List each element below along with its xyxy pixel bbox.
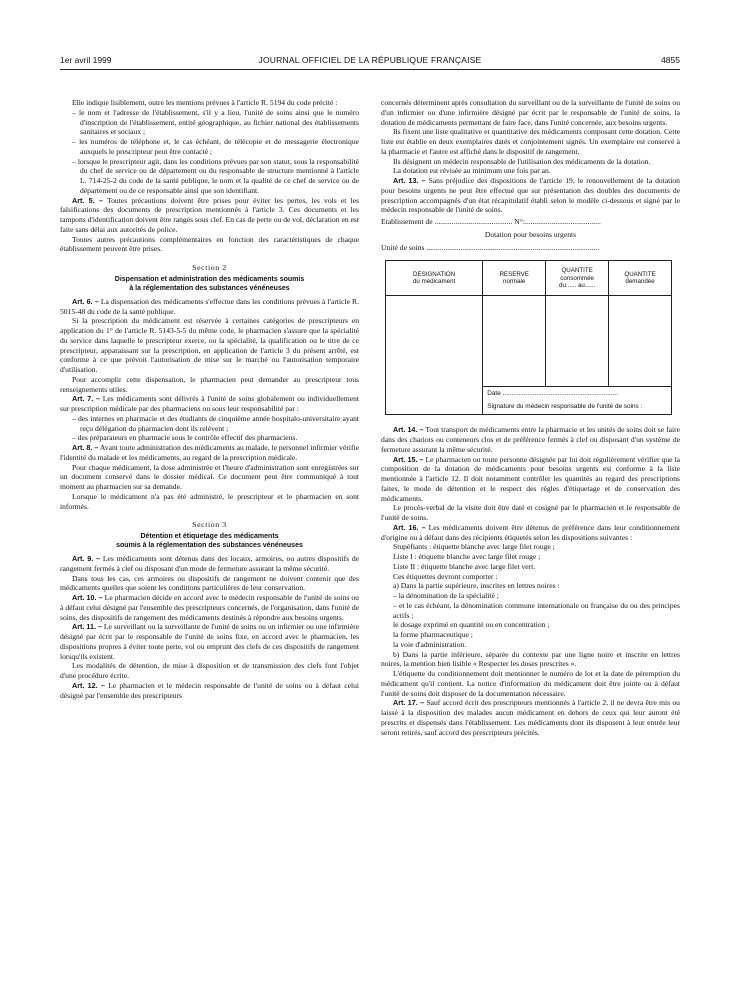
list-item: Stupéfiants : étiquette blanche avec large filet rouge ; xyxy=(393,542,555,552)
article-label: Art. 7. – xyxy=(72,394,100,404)
article-11 xyxy=(60,622,359,661)
paragraph: b) Dans la partie inférieure, séparée du contexte par une ligne noire et inscrite en lettres noires, la mention bien lisible « Respecter les doses prescrites ». xyxy=(381,649,680,669)
section-title-line: soumis à la réglementation des substances vénéneuses xyxy=(116,542,303,549)
list-item: la forme pharmaceutique ; xyxy=(393,630,473,639)
page-header xyxy=(60,55,680,67)
paragraph: La dotation est révisée au minimum une fois par an. xyxy=(393,166,551,176)
paragraph: Si la prescription du médicament est réservée à certaines catégories de prescripteurs en application du 1° de l'article R. 5143-5-5 du même code, le pharmacien s'assure que la spécialité du service dans laquelle le prescripteur exerce, ou la spécialité, la qualification ou le titre de ce prescripteur, apparaissant sur la prescription, en application de l'article 3 du présent arrêté, est conforme à ce que prévoit l'autorisation de mise sur le marché ou l'autorisation temporaire d'utilisation. xyxy=(60,316,359,374)
article-text: Les médicaments sont détenus dans des locaux, armoires, ou autres dispositifs de rangement fermés à clef ou disposant d'un mode de fermeture assurant la même sécurité. xyxy=(60,554,359,573)
left-column xyxy=(60,98,359,700)
paragraph: Le procès-verbal de la visite doit être daté et cosigné par le pharmacien et le responsable de l'unité de soins. xyxy=(381,503,680,522)
list-item: – la dénomination de la spécialité ; xyxy=(393,591,499,600)
article-text: Avant toute administration des médicaments au malade, le personnel infirmier vérifie l'identité du malade et les médicaments, au regard de la prescription médicale. xyxy=(60,443,359,462)
article-label: Art. 14. – xyxy=(393,425,424,435)
table-signature-line: Signature du médecin responsable de l'unité de soins : xyxy=(487,402,643,410)
list-item: – des internes en pharmacie et des étudiants de cinquième année hospitalo-universitaire ayant reçu délégation du pharmacien dont ils relèvent ; xyxy=(72,413,359,433)
list-item: – et le cas échéant, la dénomination commune internationale ou française du ou des principes actifs ; xyxy=(393,600,680,620)
dotation-form-table xyxy=(385,260,672,415)
article-label: Art. 12. – xyxy=(72,680,105,690)
list-item: – lorsque le prescripteur agit, dans les conditions prévues par son statut, sous la responsabilité du chef de service ou de département ou du responsable de structure mentionné à l'article L. 714-25-2 du code de la santé publique, le nom et la qualité de ce chef de service ou de département ou de ce responsable ainsi que son identifiant. xyxy=(72,156,359,195)
list-item: – des préparateurs en pharmacie sous le contrôle effectif des pharmaciens. xyxy=(72,433,298,443)
table-header-reserve: RESERVE normale xyxy=(483,261,546,296)
form-establishment-line: Etablissement de ......................................... N°:........................................ xyxy=(381,217,601,226)
right-column xyxy=(381,98,680,737)
paragraph: a) Dans la partie supérieure, inscrites en lettres noires : xyxy=(393,581,560,591)
list-item: – les numéros de téléphone et, le cas échéant, de télécopie et de messagerie électronique auxquels le prescripteur peut être contacté ; xyxy=(72,137,359,156)
section-title-line: à la réglementation des substances vénéneuses xyxy=(129,284,290,292)
article-13 xyxy=(381,176,680,215)
article-10 xyxy=(60,593,359,622)
table-cell xyxy=(386,296,483,387)
article-9 xyxy=(60,554,359,574)
article-8 xyxy=(60,443,359,463)
table-cell xyxy=(483,296,546,387)
article-label: Art. 10. – xyxy=(72,593,103,602)
article-17 xyxy=(381,698,680,737)
label-color-list xyxy=(381,542,680,571)
header-rule xyxy=(60,69,680,70)
article-text: Le pharmacien décide en accord avec le médecin responsable de l'unité de soins ou à défaut celui désigné par l'ensemble des prescripteurs concernés, de l'organisation, dans l'unité de soins, des dispositifs de rangement des médicaments destinés à répondre aux besoins urgents. xyxy=(60,593,359,622)
article-text: Le pharmacien et le médecin responsable de l'unité de soins ou à défaut celui désigné par l'ensemble des prescripteurs xyxy=(60,680,359,700)
article-text: Le pharmacien ou toute personne désignée par lui doit régulièrement vérifier que la composition de la dotation de médicaments pour besoins urgents est conforme à la liste mentionnée à l'article 12. Il doit notamment contrôler les quantités au regard des prescriptions faites, le mode de détention et le respect des règles d'étiquetage et de conservation des médicaments. xyxy=(381,454,681,503)
paragraph: Les modalités de détention, de mise à disposition et de transmission des clefs font l'objet d'une procédure écrite. xyxy=(60,661,359,680)
article-15 xyxy=(381,455,680,504)
article-label: Art. 6. – xyxy=(72,296,99,306)
list-item: Liste II : étiquette blanche avec large filet vert. xyxy=(393,561,536,571)
paragraph: L'étiquette du conditionnement doit mentionner le numéro de lot et la date de péremption du médicament qu'il contient. La notice d'information du médicament doit être jointe ou à défaut l'unité de soins doit disposer de la documentation nécessaire. xyxy=(381,669,680,698)
list-item: le dosage exprimé en quantité ou en concentration ; xyxy=(393,620,550,630)
paragraph: Pour chaque médicament, la dose administrée et l'heure d'administration sont enregistrées sur un document conservé dans le dossier médical. Ce document peut être communiqué à tout moment au pharmacien sur sa demande. xyxy=(60,462,359,491)
article-label: Art. 15. – xyxy=(393,454,424,464)
table-cell xyxy=(386,387,483,415)
paragraph: Ils fixent une liste qualitative et quantitative des médicaments composant cette dotation. Cette liste est établie en deux exemplaires datés et conjointement signés. Un exemplaire est conservé à la pharmacie et l'autre est affiché dans le dispositif de rangement. xyxy=(381,127,680,156)
table-header-consumed: QUANTITE consommée du...... au...... xyxy=(546,261,609,296)
article-label: Art. 9. – xyxy=(72,554,101,563)
paragraph: concernés déterminent après consultation du surveillant ou de la surveillante de l'unité de soins ou d'un infirmier ou d'une infirmière désigné par écrit par le responsable de l'unité de soins, la dotation de médicaments permettant de faire face, dans l'unité concernée, aux besoins urgents. xyxy=(381,98,680,127)
section-3-label: Section 3 xyxy=(192,520,227,530)
article-7-list xyxy=(60,414,359,443)
article-label: Art. 8. – xyxy=(72,443,99,452)
intro-list xyxy=(60,108,359,196)
label-content-list xyxy=(381,591,680,650)
table-cell xyxy=(546,296,609,387)
article-text: Toutes précautions doivent être prises pour éviter les pertes, les vols et les falsifications des documents de prescription mentionnés à l'article 3. Ces documents et les tampons d'identification doivent être rangés sous clef. En cas de perte ou de vol, déclaration en est faite sans délai aux autorités de police. xyxy=(60,195,359,234)
intro-paragraph: Elle indique lisiblement, outre les mentions prévues à l'article R. 5194 du code précité : xyxy=(72,98,338,107)
table-header-requested: QUANTITE demandée xyxy=(609,261,672,296)
table-cell xyxy=(609,296,672,387)
list-item: Liste I : étiquette blanche avec large filet rouge ; xyxy=(393,552,541,561)
header-date: 1er avril 1999 xyxy=(60,55,112,65)
form-unit-line: Unité de soins ........................................................................................... xyxy=(381,242,600,252)
article-12 xyxy=(60,681,359,701)
table-header-designation: DESIGNATION du médicament xyxy=(386,261,483,296)
article-text: Le surveillant ou la surveillante de l'unité de soins ou un infirmier ou une infirmière désigné par écrit par le responsable de l'unité de soins fixe, en accord avec le pharmacien, les dispositions propres à éviter toute perte, vol ou emprunt des clefs de ces dispositifs de rangement lorsqu'ils existent. xyxy=(60,622,359,661)
paragraph: Dans tous les cas, ces armoires ou dispositifs de rangement ne doivent contenir que des médicaments quelles que soient les conditions particulières de leur conservation. xyxy=(60,573,359,593)
header-page-number: 4855 xyxy=(661,55,680,65)
paragraph: Pour accomplir cette dispensation, le pharmacien peut demander au prescripteur tous renseignements utiles. xyxy=(60,374,359,394)
article-text: La dispensation des médicaments s'effectue dans les conditions prévues à l'article R. 5015-48 du code de la santé publique. xyxy=(60,296,359,316)
table-signature-cell xyxy=(483,387,672,415)
article-5 xyxy=(60,196,359,235)
article-label: Art. 17. – xyxy=(393,698,425,708)
article-label: Art. 11. – xyxy=(72,622,102,632)
list-item: la voie d'administration. xyxy=(393,639,467,649)
article-text: Les médicaments sont délivrés à l'unité de soins globalement ou individuellement sur prescription médicale par des pharmaciens ou sous leur responsabilité par : xyxy=(60,394,359,413)
article-label: Art. 5. – xyxy=(72,195,103,205)
article-14 xyxy=(381,425,680,454)
paragraph: Ils désignent un médecin responsable de l'utilisation des médicaments de la dotation. xyxy=(393,156,651,166)
header-journal-title: JOURNAL OFFICIEL DE LA RÉPUBLIQUE FRANÇAISE xyxy=(258,55,482,65)
article-16 xyxy=(381,523,680,543)
article-7 xyxy=(60,394,359,414)
list-item: – le nom et l'adresse de l'établissement, s'il y a lieu, l'unité de soins ainsi que le numéro d'inscription de l'établissement, entité géographique, au fichier national des établissements sanitaires et sociaux ; xyxy=(72,107,359,137)
section-title-line: Détention et étiquetage des médicaments xyxy=(140,533,279,540)
section-2-label: Section 2 xyxy=(192,263,227,272)
article-text: Les médicaments doivent être détenus de préférence dans leur conditionnement d'origine ou à défaut dans des récipients étiquetés selon les dispositions suivantes : xyxy=(381,522,680,542)
article-text: Tout transport de médicaments entre la pharmacie et les unités de soins doit se faire dans des chariots ou conteneurs clos et de préférence fermés à clef ou disposant d'un système de fermeture assurant la même sécurité. xyxy=(381,425,680,454)
section-2-title xyxy=(60,275,359,293)
article-label: Art. 13. – xyxy=(393,176,426,185)
paragraph: Ces étiquettes devront comporter : xyxy=(393,571,498,581)
paragraph: Toutes autres précautions complémentaires en fonction des caractéristiques de chaque établissement peuvent être prises. xyxy=(60,234,359,254)
paragraph: Lorsque le médicament n'a pas été administré, le prescripteur et le pharmacien en sont informés. xyxy=(60,491,359,511)
article-text: Sauf accord écrit des prescripteurs mentionnés à l'article 2, il ne devra être mis ou laissé à la disposition des malades aucun médicament en dehors de ceux qui leur auront été prescrits et dispensés dans l'établissement. Les médicaments dont ils disposent à leur entrée leur seront retirés, sauf accord des prescripteurs précités. xyxy=(381,698,680,737)
table-date-line: Date ................................................................. xyxy=(487,390,618,398)
form-title: Dotation pour besoins urgents xyxy=(484,229,577,239)
article-6 xyxy=(60,297,359,317)
article-label: Art. 16. – xyxy=(393,522,426,532)
article-text: Sans préjudice des dispositions de l'article 19, le renouvellement de la dotation pour besoins urgents ne peut être effectué que sur présentation des doubles des documents de prescription accompagnés d'un état récapitulatif établi selon le modèle ci-dessous et signé par le médecin responsable de l'unité de soins. xyxy=(381,176,680,215)
section-3-title xyxy=(60,532,359,550)
section-title-line: Dispensation et administration des médicaments soumis xyxy=(114,275,305,283)
